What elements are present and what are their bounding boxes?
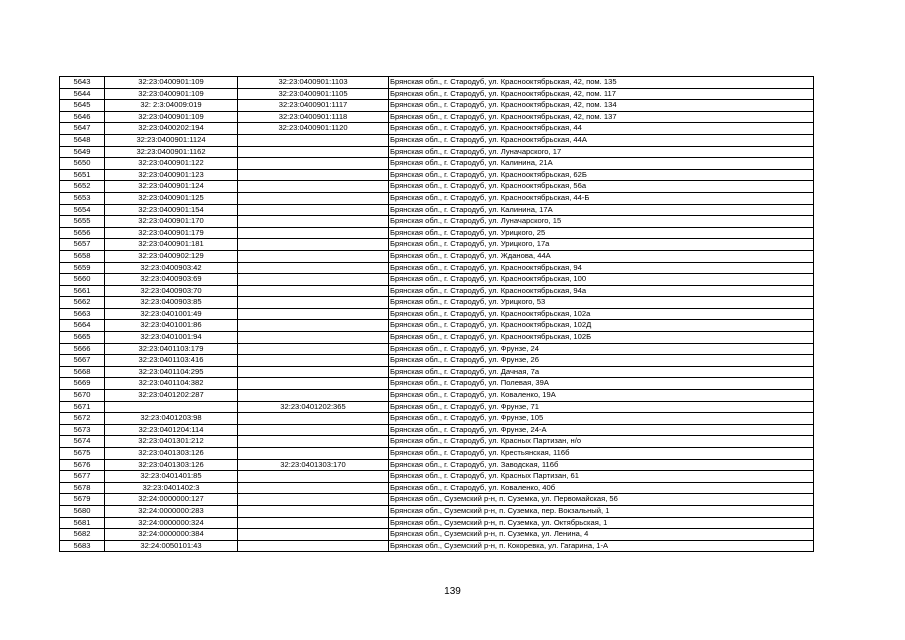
address-cell: Брянская обл., г. Стародуб, ул. Фрунзе, 71 bbox=[389, 401, 814, 413]
table-row bbox=[60, 459, 814, 471]
address-cell: Брянская обл., Суземский р-н, п. Суземка, пер. Вокзальный, 1 bbox=[389, 505, 814, 517]
address-cell: Брянская обл., г. Стародуб, ул. Коваленко, 40б bbox=[389, 482, 814, 494]
cadastral-number-cell: 32: 2:3:04009:019 bbox=[105, 100, 238, 112]
table-row bbox=[60, 308, 814, 320]
table-row bbox=[60, 343, 814, 355]
table-row bbox=[60, 517, 814, 529]
cadastral-number-cell: 32:23:0401103:416 bbox=[105, 355, 238, 367]
table-row bbox=[60, 88, 814, 100]
address-cell: Брянская обл., г. Стародуб, ул. Крестьянская, 116б bbox=[389, 448, 814, 460]
parent-cadastral-number-cell bbox=[238, 517, 389, 529]
row-number-cell: 5653 bbox=[60, 192, 105, 204]
row-number-cell: 5670 bbox=[60, 390, 105, 402]
table-row bbox=[60, 436, 814, 448]
address-cell: Брянская обл., г. Стародуб, ул. Луначарского, 15 bbox=[389, 216, 814, 228]
cadastral-number-cell: 32:23:0400902:129 bbox=[105, 250, 238, 262]
cadastral-number-cell: 32:23:0401303:126 bbox=[105, 459, 238, 471]
parent-cadastral-number-cell bbox=[238, 332, 389, 344]
cadastral-number-cell: 32:23:0401402:3 bbox=[105, 482, 238, 494]
table-row bbox=[60, 482, 814, 494]
parent-cadastral-number-cell bbox=[238, 285, 389, 297]
address-cell: Брянская обл., г. Стародуб, ул. Фрунзе, 24-А bbox=[389, 424, 814, 436]
row-number-cell: 5649 bbox=[60, 146, 105, 158]
address-cell: Брянская обл., г. Стародуб, ул. Дачная, 7а bbox=[389, 366, 814, 378]
cadastral-number-cell: 32:24:0000000:324 bbox=[105, 517, 238, 529]
table-row bbox=[60, 146, 814, 158]
row-number-cell: 5655 bbox=[60, 216, 105, 228]
row-number-cell: 5660 bbox=[60, 274, 105, 286]
address-cell: Брянская обл., г. Стародуб, ул. Луначарского, 17 bbox=[389, 146, 814, 158]
cadastral-number-cell: 32:23:0400903:69 bbox=[105, 274, 238, 286]
table-row bbox=[60, 262, 814, 274]
table-row bbox=[60, 494, 814, 506]
row-number-cell: 5682 bbox=[60, 529, 105, 541]
table-body bbox=[60, 77, 814, 552]
row-number-cell: 5666 bbox=[60, 343, 105, 355]
table-row bbox=[60, 471, 814, 483]
table-row bbox=[60, 332, 814, 344]
parent-cadastral-number-cell: 32:23:0400901:1118 bbox=[238, 111, 389, 123]
address-cell: Брянская обл., г. Стародуб, ул. Краснооктябрьская, 94 bbox=[389, 262, 814, 274]
cadastral-number-cell: 32:23:0400901:109 bbox=[105, 111, 238, 123]
table-row bbox=[60, 448, 814, 460]
row-number-cell: 5651 bbox=[60, 169, 105, 181]
row-number-cell: 5677 bbox=[60, 471, 105, 483]
cadastral-number-cell: 32:23:0400901:122 bbox=[105, 158, 238, 170]
row-number-cell: 5663 bbox=[60, 308, 105, 320]
cadastral-number-cell: 32:23:0400901:1162 bbox=[105, 146, 238, 158]
cadastral-number-cell: 32:23:0400901:170 bbox=[105, 216, 238, 228]
parent-cadastral-number-cell: 32:23:0401202:365 bbox=[238, 401, 389, 413]
page-number: 139 bbox=[444, 586, 461, 597]
parent-cadastral-number-cell: 32:23:0400901:1105 bbox=[238, 88, 389, 100]
table-row bbox=[60, 227, 814, 239]
cadastral-number-cell: 32:23:0400202:194 bbox=[105, 123, 238, 135]
parent-cadastral-number-cell bbox=[238, 320, 389, 332]
row-number-cell: 5671 bbox=[60, 401, 105, 413]
cadastral-number-cell: 32:23:0400901:109 bbox=[105, 77, 238, 89]
row-number-cell: 5656 bbox=[60, 227, 105, 239]
address-cell: Брянская обл., г. Стародуб, ул. Краснооктябрьская, 102Д bbox=[389, 320, 814, 332]
document-page bbox=[59, 76, 813, 552]
address-cell: Брянская обл., г. Стародуб, ул. Краснооктябрьская, 102а bbox=[389, 308, 814, 320]
parent-cadastral-number-cell bbox=[238, 482, 389, 494]
parent-cadastral-number-cell bbox=[238, 343, 389, 355]
cadastral-number-cell: 32:23:0400901:123 bbox=[105, 169, 238, 181]
parent-cadastral-number-cell bbox=[238, 436, 389, 448]
cadastral-number-cell: 32:23:0401104:382 bbox=[105, 378, 238, 390]
parent-cadastral-number-cell bbox=[238, 274, 389, 286]
parent-cadastral-number-cell bbox=[238, 262, 389, 274]
row-number-cell: 5659 bbox=[60, 262, 105, 274]
row-number-cell: 5679 bbox=[60, 494, 105, 506]
cadastral-number-cell: 32:23:0400901:125 bbox=[105, 192, 238, 204]
address-cell: Брянская обл., Суземский р-н, п. Суземка, ул. Ленина, 4 bbox=[389, 529, 814, 541]
table-row bbox=[60, 181, 814, 193]
address-cell: Брянская обл., г. Стародуб, ул. Краснооктябрьская, 44А bbox=[389, 134, 814, 146]
address-cell: Брянская обл., г. Стародуб, ул. Краснооктябрьская, 44-Б bbox=[389, 192, 814, 204]
address-cell: Брянская обл., г. Стародуб, ул. Краснооктябрьская, 42, пом. 117 bbox=[389, 88, 814, 100]
row-number-cell: 5643 bbox=[60, 77, 105, 89]
parent-cadastral-number-cell bbox=[238, 471, 389, 483]
cadastral-number-cell: 32:23:0401001:94 bbox=[105, 332, 238, 344]
cadastral-number-cell: 32:23:0400903:70 bbox=[105, 285, 238, 297]
row-number-cell: 5654 bbox=[60, 204, 105, 216]
table-row bbox=[60, 424, 814, 436]
address-cell: Брянская обл., г. Стародуб, ул. Красных Партизан, н/о bbox=[389, 436, 814, 448]
cadastral-number-cell: 32:23:0401103:179 bbox=[105, 343, 238, 355]
cadastral-number-cell: 32:23:0400901:154 bbox=[105, 204, 238, 216]
parent-cadastral-number-cell bbox=[238, 204, 389, 216]
address-cell: Брянская обл., г. Стародуб, ул. Коваленко, 19А bbox=[389, 390, 814, 402]
row-number-cell: 5647 bbox=[60, 123, 105, 135]
table-row bbox=[60, 158, 814, 170]
parent-cadastral-number-cell bbox=[238, 413, 389, 425]
row-number-cell: 5668 bbox=[60, 366, 105, 378]
parent-cadastral-number-cell bbox=[238, 146, 389, 158]
cadastral-number-cell: 32:23:0400901:181 bbox=[105, 239, 238, 251]
row-number-cell: 5667 bbox=[60, 355, 105, 367]
table-row bbox=[60, 505, 814, 517]
cadastral-number-cell: 32:23:0401001:86 bbox=[105, 320, 238, 332]
cadastral-number-cell: 32:24:0000000:384 bbox=[105, 529, 238, 541]
address-cell: Брянская обл., г. Стародуб, ул. Краснооктябрьская, 44 bbox=[389, 123, 814, 135]
row-number-cell: 5662 bbox=[60, 297, 105, 309]
parent-cadastral-number-cell bbox=[238, 366, 389, 378]
row-number-cell: 5645 bbox=[60, 100, 105, 112]
cadastral-number-cell: 32:23:0401203:98 bbox=[105, 413, 238, 425]
address-cell: Брянская обл., Суземский р-н, п. Суземка, ул. Октябрьская, 1 bbox=[389, 517, 814, 529]
cadastral-number-cell: 32:23:0401104:295 bbox=[105, 366, 238, 378]
row-number-cell: 5680 bbox=[60, 505, 105, 517]
table-row bbox=[60, 285, 814, 297]
cadastral-number-cell: 32:23:0401001:49 bbox=[105, 308, 238, 320]
address-cell: Брянская обл., г. Стародуб, ул. Краснооктябрьская, 62Б bbox=[389, 169, 814, 181]
table-row bbox=[60, 274, 814, 286]
address-cell: Брянская обл., г. Стародуб, ул. Заводская, 116б bbox=[389, 459, 814, 471]
row-number-cell: 5674 bbox=[60, 436, 105, 448]
parent-cadastral-number-cell: 32:23:0400901:1117 bbox=[238, 100, 389, 112]
cadastral-number-cell: 32:24:0000000:283 bbox=[105, 505, 238, 517]
cadastral-number-cell: 32:23:0401301:212 bbox=[105, 436, 238, 448]
address-cell: Брянская обл., г. Стародуб, ул. Фрунзе, 26 bbox=[389, 355, 814, 367]
table-row bbox=[60, 216, 814, 228]
table-row bbox=[60, 366, 814, 378]
address-cell: Брянская обл., г. Стародуб, ул. Красных Партизан, 61 bbox=[389, 471, 814, 483]
address-cell: Брянская обл., г. Стародуб, ул. Фрунзе, 105 bbox=[389, 413, 814, 425]
row-number-cell: 5664 bbox=[60, 320, 105, 332]
parent-cadastral-number-cell: 32:23:0400901:1103 bbox=[238, 77, 389, 89]
parent-cadastral-number-cell bbox=[238, 134, 389, 146]
parent-cadastral-number-cell bbox=[238, 158, 389, 170]
row-number-cell: 5673 bbox=[60, 424, 105, 436]
property-registry-table bbox=[59, 76, 814, 552]
address-cell: Брянская обл., г. Стародуб, ул. Фрунзе, 24 bbox=[389, 343, 814, 355]
row-number-cell: 5683 bbox=[60, 540, 105, 552]
cadastral-number-cell: 32:23:0400901:179 bbox=[105, 227, 238, 239]
table-row bbox=[60, 169, 814, 181]
table-row bbox=[60, 378, 814, 390]
row-number-cell: 5678 bbox=[60, 482, 105, 494]
parent-cadastral-number-cell bbox=[238, 424, 389, 436]
table-row bbox=[60, 123, 814, 135]
table-row bbox=[60, 355, 814, 367]
table-row bbox=[60, 401, 814, 413]
table-row bbox=[60, 134, 814, 146]
address-cell: Брянская обл., г. Стародуб, ул. Краснооктябрьская, 42, пом. 135 bbox=[389, 77, 814, 89]
cadastral-number-cell: 32:23:0400903:42 bbox=[105, 262, 238, 274]
address-cell: Брянская обл., г. Стародуб, ул. Краснооктябрьская, 102Б bbox=[389, 332, 814, 344]
parent-cadastral-number-cell bbox=[238, 505, 389, 517]
address-cell: Брянская обл., г. Стародуб, ул. Полевая, 39А bbox=[389, 378, 814, 390]
parent-cadastral-number-cell bbox=[238, 540, 389, 552]
parent-cadastral-number-cell bbox=[238, 169, 389, 181]
table-row bbox=[60, 250, 814, 262]
parent-cadastral-number-cell bbox=[238, 390, 389, 402]
address-cell: Брянская обл., г. Стародуб, ул. Калинина, 21А bbox=[389, 158, 814, 170]
row-number-cell: 5681 bbox=[60, 517, 105, 529]
row-number-cell: 5658 bbox=[60, 250, 105, 262]
address-cell: Брянская обл., Суземский р-н, п. Суземка, ул. Первомайская, 56 bbox=[389, 494, 814, 506]
cadastral-number-cell: 32:23:0400903:85 bbox=[105, 297, 238, 309]
row-number-cell: 5676 bbox=[60, 459, 105, 471]
row-number-cell: 5657 bbox=[60, 239, 105, 251]
address-cell: Брянская обл., Суземский р-н, п. Кокоревка, ул. Гагарина, 1-А bbox=[389, 540, 814, 552]
row-number-cell: 5665 bbox=[60, 332, 105, 344]
table-row bbox=[60, 204, 814, 216]
row-number-cell: 5675 bbox=[60, 448, 105, 460]
parent-cadastral-number-cell bbox=[238, 227, 389, 239]
cadastral-number-cell: 32:23:0400901:124 bbox=[105, 181, 238, 193]
table-row bbox=[60, 192, 814, 204]
address-cell: Брянская обл., г. Стародуб, ул. Краснооктябрьская, 56а bbox=[389, 181, 814, 193]
row-number-cell: 5644 bbox=[60, 88, 105, 100]
address-cell: Брянская обл., г. Стародуб, ул. Краснооктябрьская, 42, пом. 134 bbox=[389, 100, 814, 112]
row-number-cell: 5669 bbox=[60, 378, 105, 390]
parent-cadastral-number-cell bbox=[238, 216, 389, 228]
parent-cadastral-number-cell bbox=[238, 239, 389, 251]
cadastral-number-cell: 32:23:0400901:1124 bbox=[105, 134, 238, 146]
address-cell: Брянская обл., г. Стародуб, ул. Калинина, 17А bbox=[389, 204, 814, 216]
table-row bbox=[60, 297, 814, 309]
cadastral-number-cell: 32:23:0401303:126 bbox=[105, 448, 238, 460]
table-row bbox=[60, 111, 814, 123]
table-row bbox=[60, 320, 814, 332]
address-cell: Брянская обл., г. Стародуб, ул. Краснооктябрьская, 94а bbox=[389, 285, 814, 297]
cadastral-number-cell: 32:23:0400901:109 bbox=[105, 88, 238, 100]
table-row bbox=[60, 239, 814, 251]
address-cell: Брянская обл., г. Стародуб, ул. Жданова, 44А bbox=[389, 250, 814, 262]
parent-cadastral-number-cell bbox=[238, 181, 389, 193]
parent-cadastral-number-cell bbox=[238, 378, 389, 390]
parent-cadastral-number-cell bbox=[238, 448, 389, 460]
table-row bbox=[60, 77, 814, 89]
parent-cadastral-number-cell bbox=[238, 494, 389, 506]
cadastral-number-cell: 32:24:0050101:43 bbox=[105, 540, 238, 552]
cadastral-number-cell: 32:23:0401202:287 bbox=[105, 390, 238, 402]
row-number-cell: 5646 bbox=[60, 111, 105, 123]
address-cell: Брянская обл., г. Стародуб, ул. Краснооктябрьская, 42, пом. 137 bbox=[389, 111, 814, 123]
row-number-cell: 5652 bbox=[60, 181, 105, 193]
parent-cadastral-number-cell: 32:23:0401303:170 bbox=[238, 459, 389, 471]
parent-cadastral-number-cell bbox=[238, 308, 389, 320]
cadastral-number-cell: 32:23:0401204:114 bbox=[105, 424, 238, 436]
address-cell: Брянская обл., г. Стародуб, ул. Урицкого, 17а bbox=[389, 239, 814, 251]
parent-cadastral-number-cell bbox=[238, 529, 389, 541]
address-cell: Брянская обл., г. Стародуб, ул. Урицкого, 25 bbox=[389, 227, 814, 239]
parent-cadastral-number-cell: 32:23:0400901:1120 bbox=[238, 123, 389, 135]
table-row bbox=[60, 540, 814, 552]
row-number-cell: 5648 bbox=[60, 134, 105, 146]
table-row bbox=[60, 529, 814, 541]
parent-cadastral-number-cell bbox=[238, 250, 389, 262]
cadastral-number-cell: 32:24:0000000:127 bbox=[105, 494, 238, 506]
table-row bbox=[60, 413, 814, 425]
table-row bbox=[60, 100, 814, 112]
row-number-cell: 5650 bbox=[60, 158, 105, 170]
parent-cadastral-number-cell bbox=[238, 297, 389, 309]
cadastral-number-cell: 32:23:0401401:85 bbox=[105, 471, 238, 483]
address-cell: Брянская обл., г. Стародуб, ул. Краснооктябрьская, 100 bbox=[389, 274, 814, 286]
row-number-cell: 5672 bbox=[60, 413, 105, 425]
row-number-cell: 5661 bbox=[60, 285, 105, 297]
cadastral-number-cell bbox=[105, 401, 238, 413]
parent-cadastral-number-cell bbox=[238, 192, 389, 204]
address-cell: Брянская обл., г. Стародуб, ул. Урицкого, 53 bbox=[389, 297, 814, 309]
table-row bbox=[60, 390, 814, 402]
parent-cadastral-number-cell bbox=[238, 355, 389, 367]
